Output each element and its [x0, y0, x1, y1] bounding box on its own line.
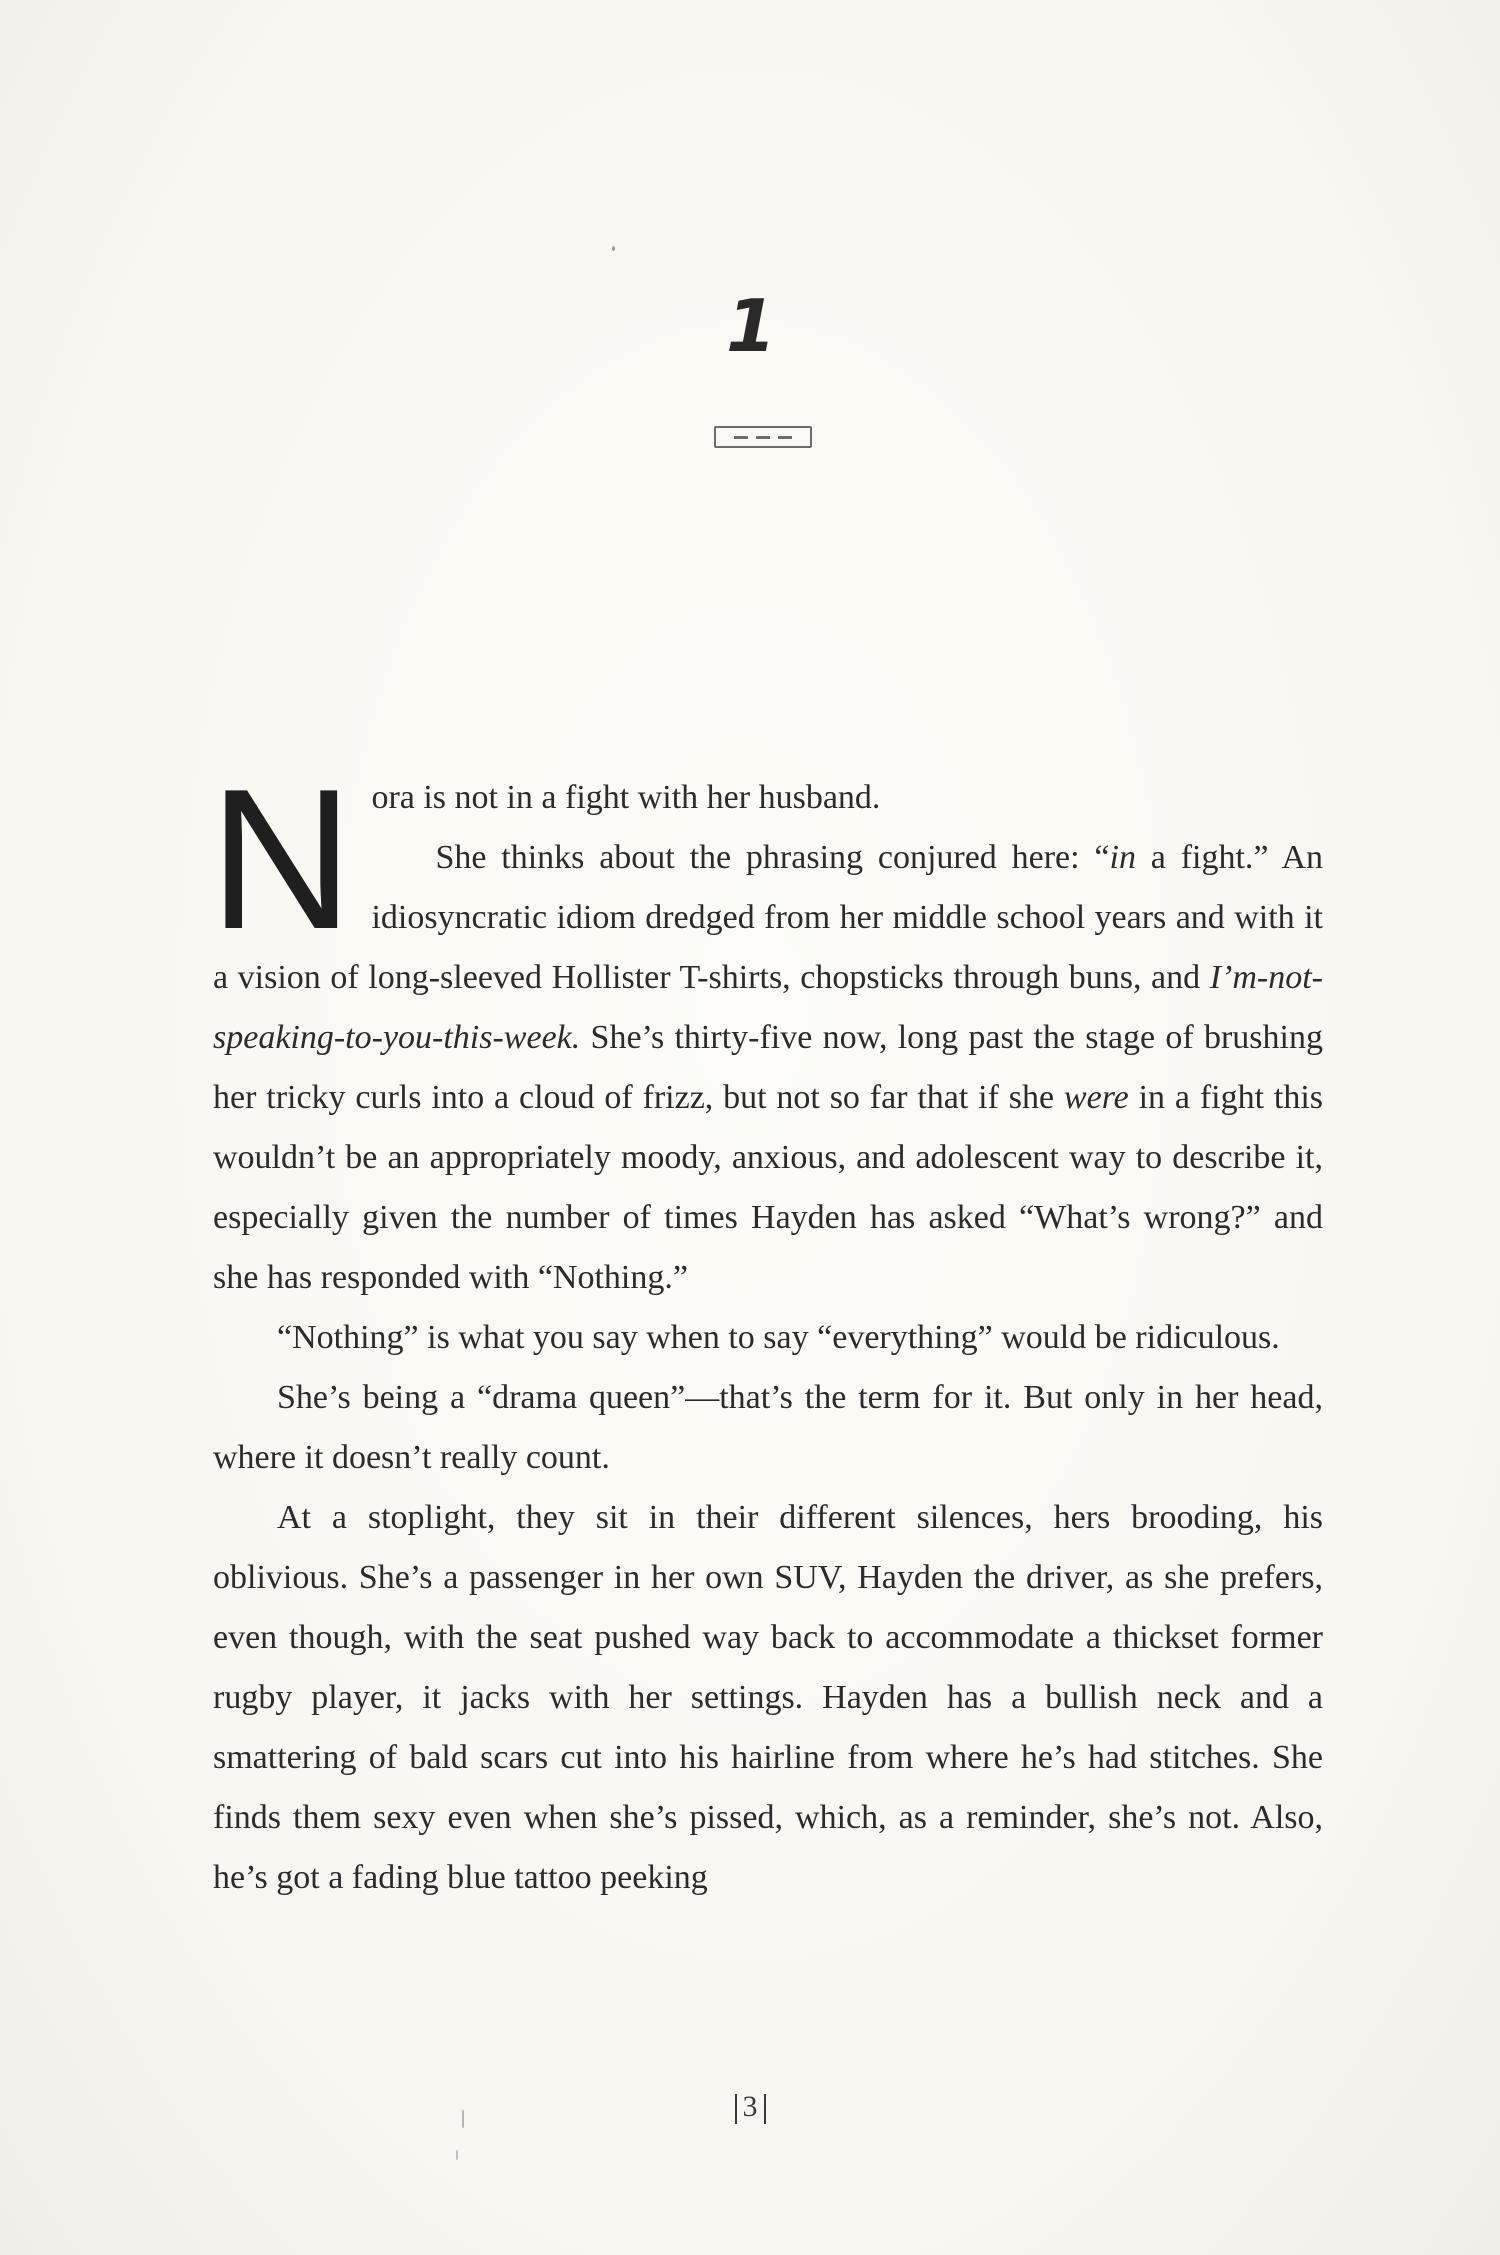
paragraph-5: At a stoplight, they sit in their different silences, hers brooding, his oblivious. She’s a passenger in her own SUV, Hayden the driver, as she prefers, even though, with the seat pushed way back to accommodate a thickset former rugby player, it jacks with her settings. Hayden has a bullish neck and a smattering of bald scars cut into his hairline from where he’s had stitches. She finds them sexy even when she’s pissed, which, as a reminder, she’s not. Also, he’s got a fading blue tattoo peeking	[213, 1499, 1323, 1896]
drop-cap: N	[209, 748, 354, 971]
page-number: 3	[742, 2090, 758, 2123]
paragraph-3: “Nothing” is what you say when to say “everything” would be ridiculous.	[277, 1319, 1280, 1356]
paragraph-2-emphasis-phrase: I’m-not-speaking-to-you-this-week.	[213, 959, 1323, 1056]
folio-bar-right	[764, 2094, 766, 2124]
paragraph-1-text: ora is not in a fight with her husband.	[371, 779, 881, 816]
paragraph-2-emphasis-in: in	[1109, 839, 1136, 876]
page-folio	[0, 2090, 1500, 2124]
paper-speck	[612, 246, 615, 251]
ornament-dash	[734, 436, 748, 439]
chapter-ornament-icon	[714, 426, 812, 448]
ornament-dash	[778, 436, 792, 439]
paragraph-2-text-b: a fight.” An idiosyncratic idiom dredged from her middle school years and with it a vision of long-sleeved Hollister T-shirts, chopsticks through buns, and	[213, 839, 1324, 996]
paragraph-2-text-d: in a fight this wouldn’t be an appropriately moody, anxious, and adolescent way to describe it, especially given the number of times Hayden has asked “What’s wrong?” and she has responded with “Nothing.”	[213, 1079, 1323, 1296]
ornament-dash	[756, 436, 770, 439]
chapter-number: 1	[725, 284, 775, 368]
paragraph-4: She’s being a “drama queen”—that’s the term for it. But only in her head, where it doesn’t really count.	[213, 1379, 1323, 1476]
paragraph-2-emphasis-were: were	[1063, 1079, 1129, 1116]
paragraph-2-text-c: She’s thirty-five now, long past the stage of brushing her tricky curls into a cloud of frizz, but not so far that if she	[213, 1019, 1323, 1116]
paper-speck	[456, 2150, 458, 2160]
chapter-body	[209, 748, 1324, 1908]
paragraph-2-text-a: She thinks about the phrasing conjured here: “	[435, 839, 1110, 876]
folio-bar-left	[735, 2094, 737, 2124]
paragraph-2	[213, 828, 1323, 1308]
paper-speck	[462, 2110, 464, 2128]
